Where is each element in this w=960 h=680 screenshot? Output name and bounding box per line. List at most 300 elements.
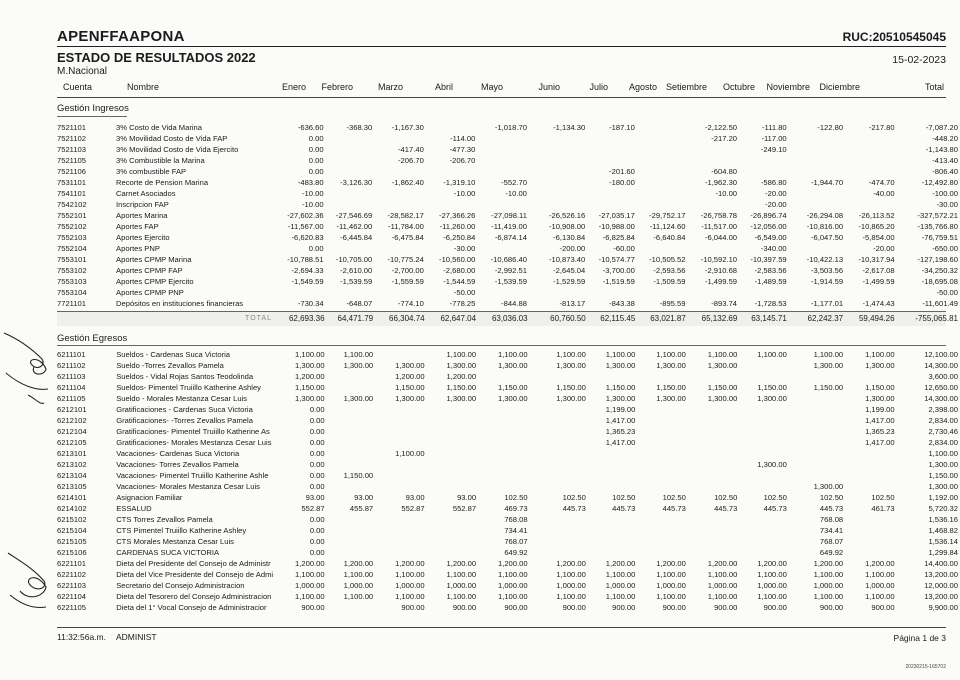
row-total-value: 14,400.00 bbox=[924, 559, 958, 568]
month-value bbox=[845, 470, 896, 481]
ingresos-row bbox=[57, 133, 960, 144]
month-value: 900.00 bbox=[401, 603, 425, 612]
account-code: 6212104 bbox=[57, 427, 87, 436]
month-value: 0.00 bbox=[309, 460, 325, 469]
month-value bbox=[845, 371, 896, 382]
month-value: -11,419.00 bbox=[491, 222, 527, 231]
month-value bbox=[637, 525, 687, 536]
month-value bbox=[688, 371, 739, 382]
row-total-value: -30.00 bbox=[936, 200, 958, 209]
account-name: Sueldos - Cardenas Suca Victoria bbox=[116, 350, 231, 359]
account-name: Recorte de Pension Marina bbox=[116, 178, 209, 187]
month-total-value: 62,693.36 bbox=[288, 314, 325, 323]
egresos-row bbox=[57, 360, 960, 371]
month-value: -6,047.50 bbox=[810, 233, 844, 242]
month-value bbox=[688, 514, 739, 525]
month-value: -217.20 bbox=[711, 134, 738, 143]
month-value bbox=[530, 459, 588, 470]
account-code: 6221105 bbox=[57, 603, 86, 612]
account-name: 3% Combustible la Marina bbox=[116, 156, 205, 165]
col-noviembre: Noviembre bbox=[766, 82, 810, 92]
month-value: 734.41 bbox=[504, 526, 528, 535]
month-value bbox=[588, 459, 638, 470]
month-value: -10,988.00 bbox=[598, 222, 635, 231]
month-value: -10,908.00 bbox=[548, 222, 586, 231]
handwritten-margin-marks bbox=[0, 325, 52, 615]
egresos-row bbox=[57, 393, 960, 404]
month-value bbox=[427, 426, 478, 437]
month-value bbox=[530, 404, 588, 415]
ingresos-total-row bbox=[57, 313, 960, 324]
account-name: Aportes PNP bbox=[116, 244, 160, 253]
month-value bbox=[637, 459, 687, 470]
month-value: 1,300.00 bbox=[865, 361, 895, 370]
month-value bbox=[478, 404, 529, 415]
month-value bbox=[789, 155, 845, 166]
month-value: -1,474.43 bbox=[862, 299, 895, 308]
month-value: 1,150.00 bbox=[656, 383, 686, 392]
row-total-value: -50.00 bbox=[936, 288, 958, 297]
month-value bbox=[530, 415, 588, 426]
month-value bbox=[374, 188, 426, 199]
account-code: 6212105 bbox=[57, 438, 87, 447]
month-value: 1,300.00 bbox=[446, 361, 477, 370]
month-value bbox=[845, 166, 897, 177]
month-value: 1,300.00 bbox=[656, 361, 686, 370]
month-value bbox=[478, 426, 529, 437]
month-value bbox=[327, 371, 376, 382]
month-value: -552.70 bbox=[501, 178, 527, 187]
month-value: 1,100.00 bbox=[295, 570, 325, 579]
month-value bbox=[845, 155, 897, 166]
account-name: Dieta del Tesorero del Consejo Administracion bbox=[116, 592, 272, 601]
month-value bbox=[477, 166, 529, 177]
col-febrero: Febrero bbox=[321, 82, 353, 92]
month-value bbox=[277, 287, 326, 298]
account-code: 7552103 bbox=[57, 233, 87, 242]
month-value bbox=[327, 404, 376, 415]
signature-scribble-middle bbox=[6, 373, 48, 403]
month-value: -206.70 bbox=[398, 156, 424, 165]
month-value bbox=[845, 199, 897, 210]
month-value: -3,126.30 bbox=[340, 178, 373, 187]
month-value: 1,100.00 bbox=[865, 570, 895, 579]
ingresos-row bbox=[57, 155, 960, 166]
egresos-row bbox=[57, 481, 960, 492]
month-value: 1,000.00 bbox=[556, 581, 586, 590]
month-value: 1,150.00 bbox=[343, 471, 374, 480]
row-total-value: 2,398.00 bbox=[928, 405, 958, 414]
month-value: 1,300.00 bbox=[813, 482, 844, 491]
month-value bbox=[375, 459, 426, 470]
grand-total-value: -755,065.81 bbox=[915, 314, 958, 323]
col-setiembre: Setiembre bbox=[665, 82, 707, 92]
account-name: Vacaciones- Cardenas Suca Victoria bbox=[116, 449, 240, 458]
month-value: -1,134.30 bbox=[553, 123, 586, 132]
month-value: -10,705.00 bbox=[335, 255, 373, 264]
month-value: 1,300.00 bbox=[556, 361, 586, 370]
month-value: -3,503.56 bbox=[810, 266, 844, 275]
month-value: -10,397.59 bbox=[750, 255, 787, 264]
month-value bbox=[687, 155, 739, 166]
account-code: 6211101 bbox=[57, 350, 86, 359]
month-value bbox=[529, 199, 587, 210]
month-value bbox=[529, 166, 587, 177]
month-value: 1,200.00 bbox=[295, 372, 325, 381]
month-value: 1,000.00 bbox=[395, 581, 425, 590]
month-value: -10,865.20 bbox=[858, 222, 895, 231]
ingresos-title-underline bbox=[57, 116, 127, 117]
col-junio: Junio bbox=[538, 82, 560, 92]
month-value: 1,150.00 bbox=[446, 383, 477, 392]
month-value bbox=[375, 481, 426, 492]
month-value: 1,200.00 bbox=[343, 559, 374, 568]
signature-scribble-bottom bbox=[8, 553, 46, 608]
row-total-value: -327,572.21 bbox=[917, 211, 958, 220]
month-value: -26,896.74 bbox=[750, 211, 787, 220]
month-value: 1,150.00 bbox=[813, 383, 844, 392]
month-value bbox=[739, 470, 789, 481]
month-value bbox=[477, 144, 529, 155]
month-value: 900.00 bbox=[871, 603, 895, 612]
row-total-value: 2,834.00 bbox=[928, 438, 958, 447]
egresos-row bbox=[57, 602, 960, 613]
month-value: 1,200.00 bbox=[865, 559, 895, 568]
month-value: -1,728.53 bbox=[754, 299, 787, 308]
month-value: 1,100.00 bbox=[556, 570, 586, 579]
account-name: CARDENAS SUCA VICTORIA bbox=[116, 548, 220, 557]
account-code: 7553101 bbox=[57, 255, 87, 264]
month-value: -6,044.00 bbox=[704, 233, 738, 242]
month-value: 1,100.00 bbox=[865, 350, 895, 359]
month-total-value: 62,115.45 bbox=[600, 314, 636, 323]
account-name: 3% Costo de Vida Marina bbox=[116, 123, 203, 132]
account-name: Aportes CPMP FAP bbox=[116, 266, 183, 275]
row-total-value: 1,299.84 bbox=[928, 548, 958, 557]
month-total-value: 62,647.04 bbox=[440, 314, 477, 323]
account-name: Aportes CPMP Marina bbox=[116, 255, 192, 264]
month-value bbox=[375, 536, 426, 547]
month-value: 1,100.00 bbox=[707, 350, 738, 359]
month-value: -2,645.04 bbox=[553, 266, 586, 275]
month-value: -50.00 bbox=[453, 288, 476, 297]
month-value: -843.38 bbox=[609, 299, 635, 308]
account-code: 7721101 bbox=[57, 299, 86, 308]
month-value bbox=[739, 371, 789, 382]
month-value bbox=[427, 459, 478, 470]
month-value: 445.73 bbox=[714, 504, 738, 513]
month-value bbox=[326, 188, 375, 199]
month-value bbox=[374, 166, 426, 177]
month-value: 1,300.00 bbox=[395, 394, 425, 403]
month-value: 1,000.00 bbox=[498, 581, 528, 590]
month-value: -1,539.59 bbox=[340, 277, 373, 286]
month-value bbox=[529, 177, 587, 188]
account-name: Sueldos- Pimentel Truiillo Katherine Ashley bbox=[116, 383, 261, 392]
month-value: 93.00 bbox=[457, 493, 477, 502]
month-value: 1,000.00 bbox=[343, 581, 374, 590]
month-value bbox=[427, 470, 478, 481]
month-value bbox=[739, 360, 789, 371]
month-value: 1,300.00 bbox=[707, 361, 738, 370]
month-value: -893.74 bbox=[711, 299, 738, 308]
month-value bbox=[688, 448, 739, 459]
account-code: 6214101 bbox=[57, 493, 87, 502]
month-value: 1,150.00 bbox=[605, 383, 636, 392]
egresos-section-title: Gestión Egresos bbox=[57, 333, 128, 344]
row-total-value: 14,300.00 bbox=[924, 361, 958, 370]
month-value: -5,854.00 bbox=[862, 233, 895, 242]
month-total-value: 66,304.74 bbox=[389, 314, 425, 323]
month-value: 1,300.00 bbox=[865, 394, 895, 403]
month-value: 0.00 bbox=[309, 416, 325, 425]
month-value: 1,100.00 bbox=[707, 592, 738, 601]
month-value: 1,150.00 bbox=[556, 383, 586, 392]
month-value: -1,549.59 bbox=[291, 277, 324, 286]
account-code: 6213101 bbox=[57, 449, 87, 458]
month-value bbox=[327, 437, 376, 448]
month-value bbox=[530, 525, 588, 536]
month-value: 1,199.00 bbox=[605, 405, 636, 414]
account-name: 3% combustible FAP bbox=[116, 167, 187, 176]
month-value: -6,475.84 bbox=[391, 233, 424, 242]
egresos-row bbox=[57, 525, 960, 536]
month-value: 900.00 bbox=[819, 603, 844, 612]
month-value: 0.00 bbox=[308, 145, 324, 154]
egresos-row bbox=[57, 437, 960, 448]
month-value: -1,519.59 bbox=[602, 277, 635, 286]
month-value: -26,758.78 bbox=[700, 211, 738, 220]
month-value bbox=[587, 144, 637, 155]
signature-scribble-top bbox=[4, 333, 46, 374]
month-value: 1,200.00 bbox=[446, 559, 477, 568]
month-value bbox=[789, 448, 845, 459]
month-value bbox=[327, 382, 376, 393]
month-value bbox=[637, 188, 688, 199]
month-value: -10.00 bbox=[302, 189, 324, 198]
egresos-row bbox=[57, 426, 960, 437]
month-value bbox=[637, 547, 687, 558]
month-value bbox=[845, 547, 896, 558]
row-total-value: -11,601.49 bbox=[922, 299, 958, 308]
month-value bbox=[477, 133, 529, 144]
col-enero: Enero bbox=[281, 82, 306, 92]
ingresos-row bbox=[57, 221, 960, 232]
month-value bbox=[375, 415, 426, 426]
egresos-row bbox=[57, 514, 960, 525]
month-value: 1,417.00 bbox=[865, 438, 895, 447]
account-code: 6215102 bbox=[57, 515, 87, 524]
month-value: -730.34 bbox=[297, 299, 324, 308]
col-cuenta: Cuenta bbox=[63, 82, 93, 92]
month-value: -60.00 bbox=[613, 244, 635, 253]
col-agosto: Agosto bbox=[628, 82, 657, 92]
account-code: 6211103 bbox=[57, 372, 86, 381]
account-name: Aportes CPMP Ejercito bbox=[116, 277, 194, 286]
month-value: 1,100.00 bbox=[605, 350, 636, 359]
month-value: 445.73 bbox=[763, 504, 787, 513]
month-value bbox=[529, 287, 587, 298]
header-rule bbox=[57, 46, 946, 47]
month-value: 102.50 bbox=[504, 493, 528, 502]
month-value: 0.00 bbox=[308, 156, 324, 165]
month-value bbox=[327, 547, 376, 558]
row-total-value: 1,536.14 bbox=[928, 537, 958, 546]
month-value bbox=[326, 243, 375, 254]
month-value: -813.17 bbox=[559, 299, 586, 308]
footer-time: 11:32:56a.m. bbox=[57, 632, 106, 642]
month-value: -10.00 bbox=[453, 189, 476, 198]
month-value bbox=[588, 470, 638, 481]
month-value: -10,592.10 bbox=[700, 255, 738, 264]
month-value: 1,200.00 bbox=[556, 559, 586, 568]
month-value bbox=[789, 459, 845, 470]
account-name: Asignacion Familiar bbox=[116, 493, 183, 502]
month-value: 1,100.00 bbox=[498, 350, 528, 359]
month-value: -368.30 bbox=[346, 123, 373, 132]
month-value: -6,445.84 bbox=[340, 233, 373, 242]
month-value bbox=[477, 155, 529, 166]
month-value bbox=[426, 166, 478, 177]
month-value bbox=[587, 155, 637, 166]
month-value bbox=[588, 547, 638, 558]
month-value: 445.73 bbox=[562, 504, 586, 513]
month-value: -27,602.36 bbox=[287, 211, 324, 220]
month-value bbox=[789, 133, 845, 144]
month-value bbox=[427, 525, 478, 536]
egresos-row bbox=[57, 580, 960, 591]
month-value: 1,100.00 bbox=[656, 592, 686, 601]
month-value bbox=[739, 287, 789, 298]
month-value: 0.00 bbox=[309, 405, 325, 414]
month-value: 1,199.00 bbox=[865, 405, 895, 414]
month-value: 1,100.00 bbox=[656, 570, 686, 579]
month-value: -1,559.59 bbox=[391, 277, 424, 286]
month-value: 102.50 bbox=[714, 493, 738, 502]
account-code: 6211105 bbox=[57, 394, 86, 403]
account-code: 6211102 bbox=[57, 361, 86, 370]
row-total-value: -650.00 bbox=[932, 244, 958, 253]
month-value: -187.10 bbox=[609, 123, 635, 132]
month-value bbox=[739, 481, 789, 492]
row-total-value: -127,198.60 bbox=[917, 255, 958, 264]
month-value bbox=[845, 514, 896, 525]
month-value: -27,098.11 bbox=[491, 211, 527, 220]
month-value: 1,300.00 bbox=[395, 361, 425, 370]
month-value: 0.00 bbox=[308, 134, 324, 143]
month-value: 93.00 bbox=[354, 493, 374, 502]
month-value: 1,000.00 bbox=[446, 581, 477, 590]
month-value: -10.00 bbox=[715, 189, 738, 198]
month-value bbox=[688, 525, 739, 536]
month-value bbox=[587, 133, 637, 144]
month-value: 0.00 bbox=[309, 427, 325, 436]
month-value: 1,300.00 bbox=[446, 394, 477, 403]
month-value: 1,150.00 bbox=[498, 383, 528, 392]
month-value bbox=[637, 371, 687, 382]
month-value bbox=[637, 536, 687, 547]
col-diciembre: Diciembre bbox=[819, 82, 860, 92]
month-value bbox=[688, 481, 739, 492]
month-value bbox=[588, 514, 638, 525]
month-value bbox=[375, 547, 426, 558]
ingresos-row bbox=[57, 298, 960, 309]
row-total-value: -100.00 bbox=[932, 189, 958, 198]
month-value: 1,300.00 bbox=[656, 394, 686, 403]
month-value bbox=[637, 166, 688, 177]
row-total-value: -135,766.80 bbox=[917, 222, 958, 231]
row-total-value: 1,300.00 bbox=[928, 460, 958, 469]
month-value: 1,417.00 bbox=[865, 416, 895, 425]
month-value bbox=[374, 199, 426, 210]
month-value: 1,100.00 bbox=[757, 570, 787, 579]
month-value: 649.92 bbox=[819, 548, 844, 557]
row-total-value: 1,300.00 bbox=[928, 482, 958, 491]
account-code: 7521106 bbox=[57, 167, 86, 176]
month-value: -2,593.56 bbox=[653, 266, 686, 275]
month-value: 1,000.00 bbox=[813, 581, 844, 590]
month-value: 1,300.00 bbox=[295, 394, 325, 403]
month-value: -10.00 bbox=[302, 200, 324, 209]
month-value: 1,100.00 bbox=[605, 570, 636, 579]
month-value: 1,300.00 bbox=[707, 394, 738, 403]
month-value: 1,150.00 bbox=[707, 383, 738, 392]
month-value: 0.00 bbox=[309, 526, 325, 535]
month-value: 900.00 bbox=[562, 603, 586, 612]
month-value: 0.00 bbox=[309, 438, 325, 447]
month-value bbox=[688, 404, 739, 415]
account-name: Aportes Marina bbox=[116, 211, 168, 220]
ingresos-table bbox=[57, 122, 960, 309]
month-value: 1,200.00 bbox=[498, 559, 528, 568]
month-value: 1,100.00 bbox=[813, 592, 844, 601]
account-name: Depósitos en instituciones financieras bbox=[116, 299, 244, 308]
row-total-value: 1,192.00 bbox=[928, 493, 958, 502]
egresos-row bbox=[57, 569, 960, 580]
month-value: -1,962.30 bbox=[704, 178, 738, 187]
month-value: -10,873.40 bbox=[548, 255, 586, 264]
month-value bbox=[845, 481, 896, 492]
month-value bbox=[637, 481, 687, 492]
month-value bbox=[530, 437, 588, 448]
month-value: -1,177.01 bbox=[810, 299, 844, 308]
month-value: 0.00 bbox=[309, 548, 325, 557]
month-value: 0.00 bbox=[308, 244, 324, 253]
month-value bbox=[327, 448, 376, 459]
month-value: 93.00 bbox=[305, 493, 325, 502]
month-value: 768.07 bbox=[819, 537, 844, 546]
month-value: -10,317.94 bbox=[858, 255, 895, 264]
total-row bbox=[57, 313, 960, 324]
month-value: 0.00 bbox=[309, 471, 325, 480]
month-value: -6,620.83 bbox=[291, 233, 324, 242]
account-code: 6215105 bbox=[57, 537, 87, 546]
month-value bbox=[530, 426, 588, 437]
month-value bbox=[477, 199, 529, 210]
account-code: 6212101 bbox=[57, 405, 87, 414]
month-value bbox=[426, 122, 478, 133]
month-value bbox=[427, 437, 478, 448]
month-value bbox=[739, 536, 789, 547]
col-octubre: Octubre bbox=[722, 82, 755, 92]
month-total-value: 63,145.71 bbox=[751, 314, 787, 323]
row-total-value: 1,100.00 bbox=[928, 449, 958, 458]
account-code: 6215106 bbox=[57, 548, 87, 557]
month-value bbox=[587, 199, 637, 210]
month-value: 1,150.00 bbox=[395, 383, 425, 392]
month-value: -1,018.70 bbox=[494, 123, 527, 132]
row-total-value: -34,250.32 bbox=[921, 266, 958, 275]
